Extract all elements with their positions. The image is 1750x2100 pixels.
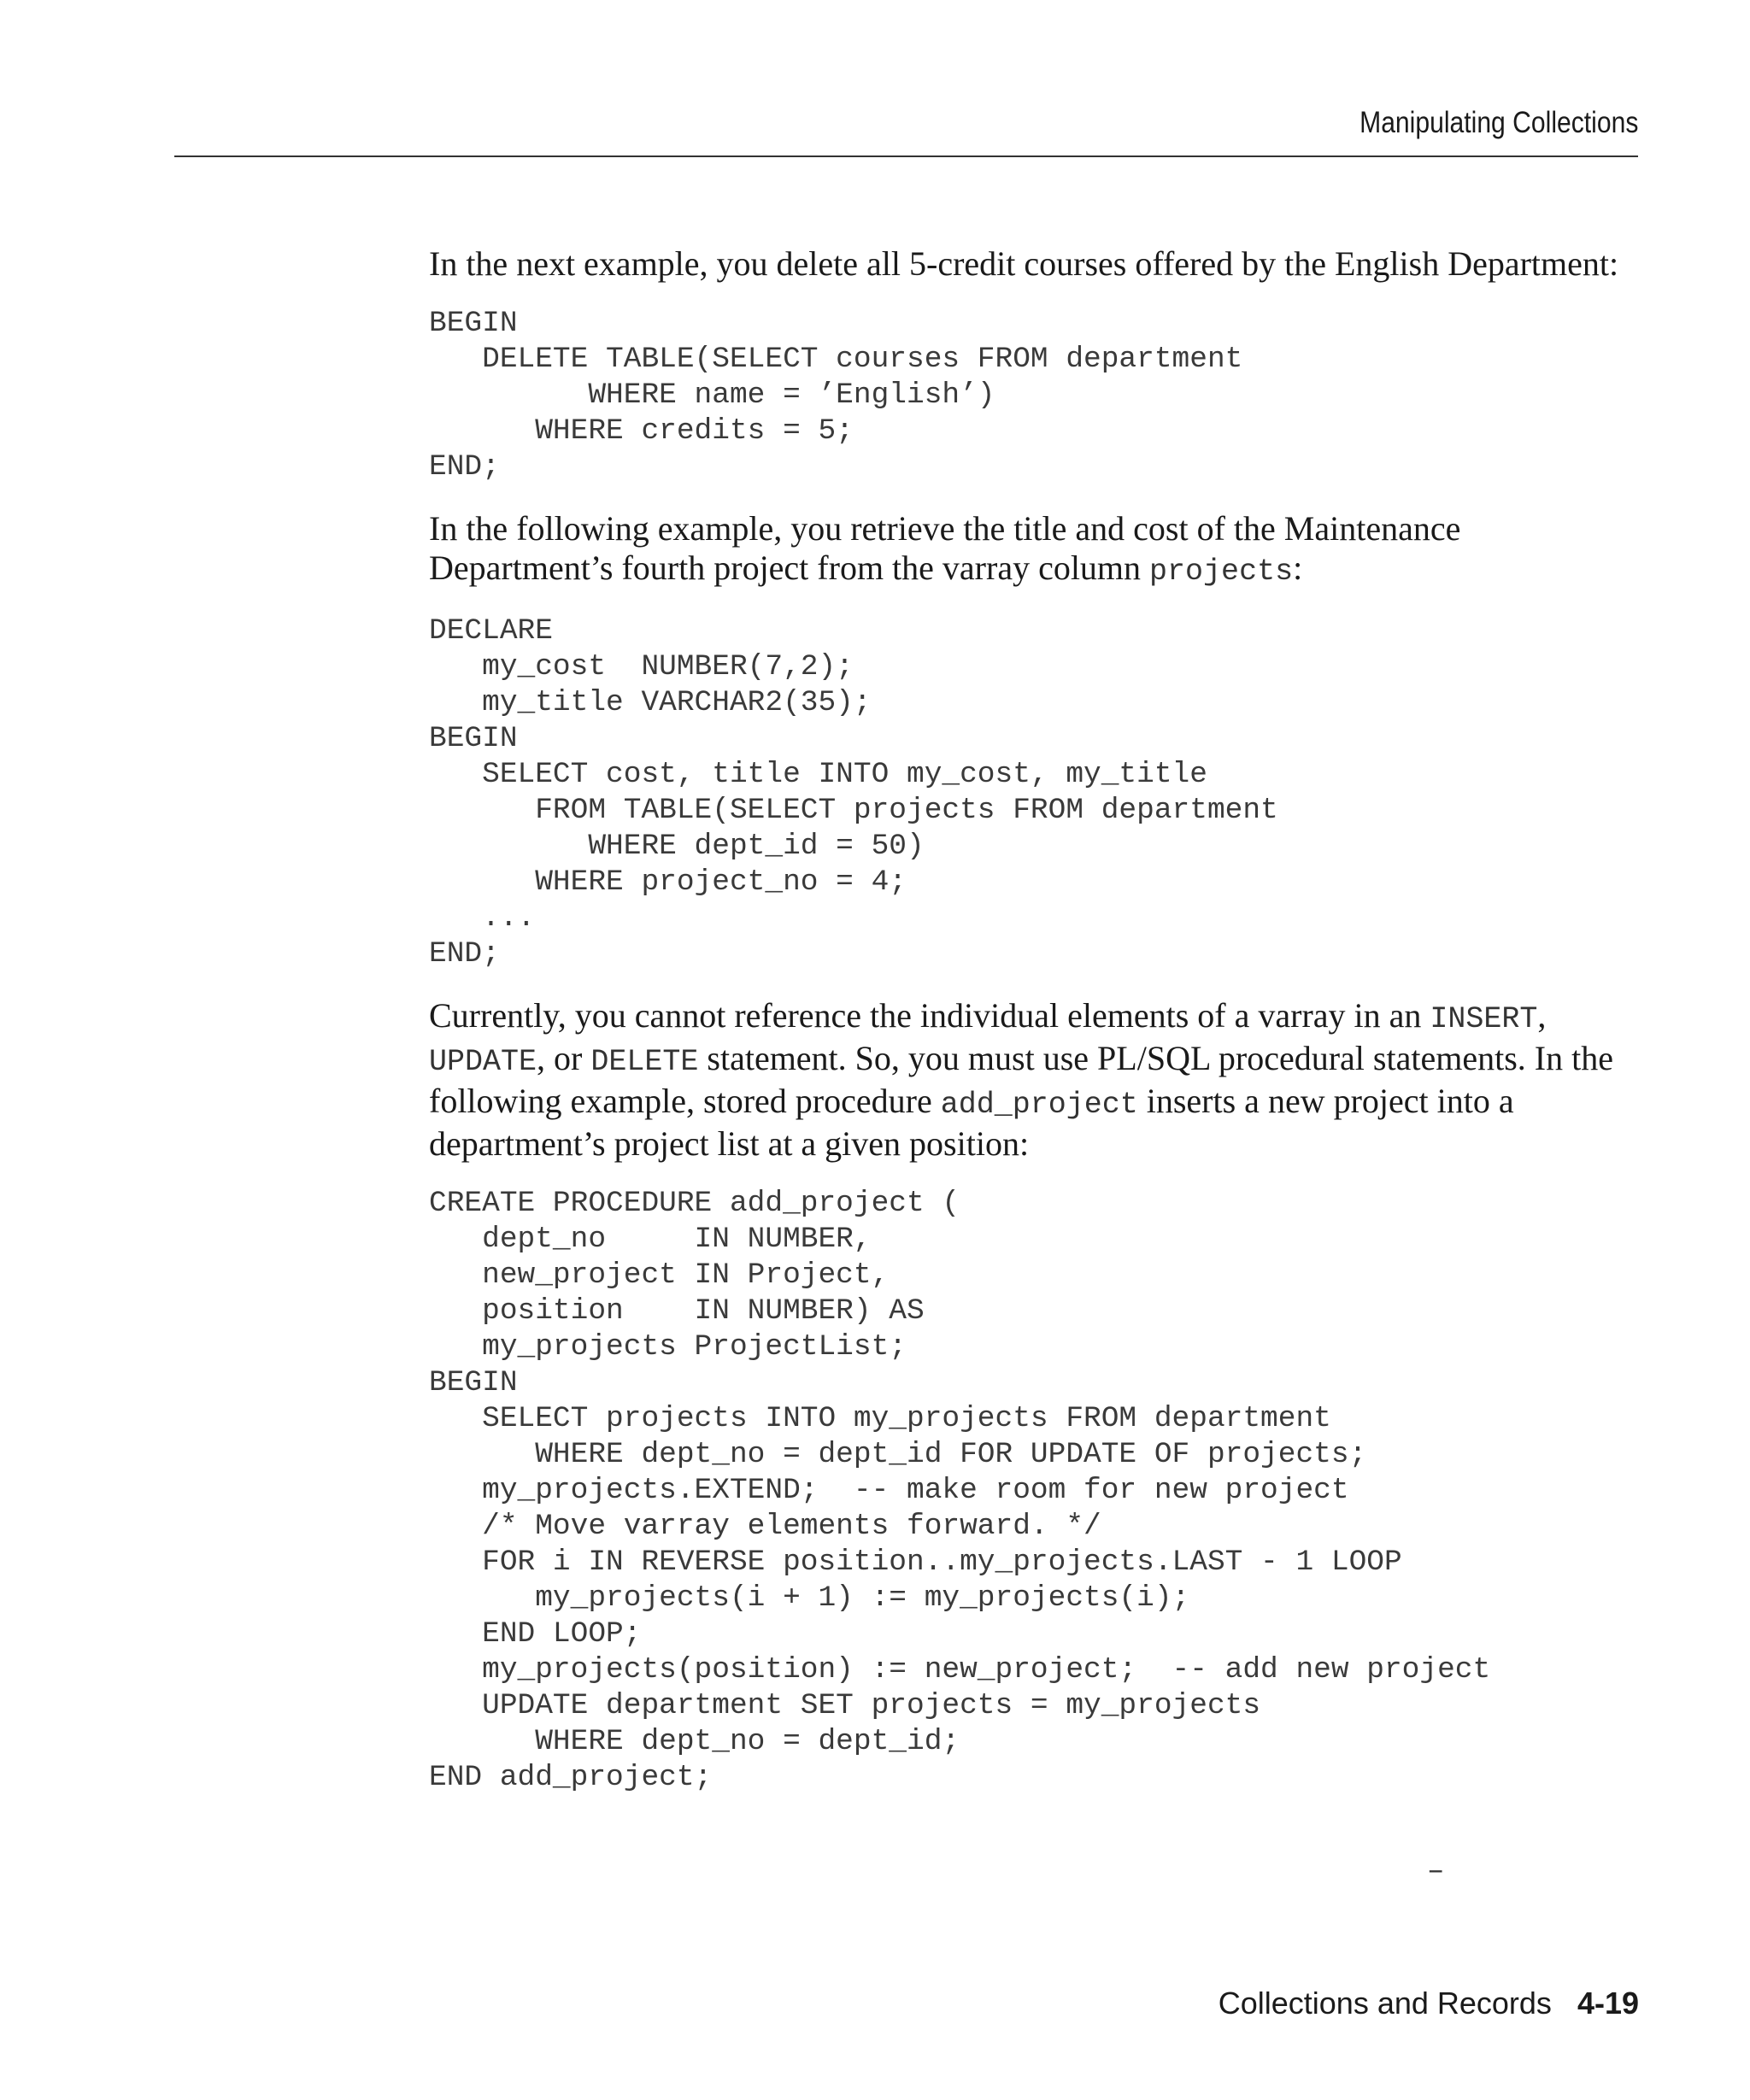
- paragraph-text: , or: [537, 1039, 591, 1077]
- paragraph-text: :: [1293, 548, 1303, 587]
- code-block-1: BEGIN DELETE TABLE(SELECT courses FROM department WHERE name = ’English’) WHERE credits = 5; END;: [429, 307, 1243, 484]
- paragraph-text: In the following example, you retrieve the title and cost of the Maintenance Department’s fourth project from the varray column: [429, 509, 1461, 587]
- inline-code: add_project: [940, 1088, 1138, 1122]
- paragraph-3: [429, 996, 1639, 1164]
- paragraph-text: ,: [1537, 996, 1547, 1035]
- paragraph-text: inserts a new project into a department’s project list at a given position:: [429, 1082, 1514, 1163]
- inline-code: DELETE: [590, 1045, 699, 1079]
- header-rule: [174, 155, 1638, 157]
- code-block-2: DECLARE my_cost NUMBER(7,2); my_title VARCHAR2(35); BEGIN SELECT cost, title INTO my_cost, my_title FROM TABLE(SELECT projects FROM department WHERE dept_id = 50) WHERE project_no = 4; ... END;: [429, 614, 1278, 971]
- page-footer: [1219, 1986, 1639, 2021]
- running-header: Manipulating Collections: [1359, 106, 1638, 139]
- inline-code: projects: [1149, 554, 1294, 589]
- inline-code: INSERT: [1430, 1002, 1538, 1036]
- footer-chapter-title: Collections and Records: [1218, 1986, 1552, 2021]
- paragraph-text: Currently, you cannot reference the individual elements of a varray in an: [429, 996, 1430, 1035]
- paragraph-2: [429, 509, 1639, 591]
- page-number: 4-19: [1577, 1986, 1639, 2021]
- paragraph-1: [429, 244, 1639, 284]
- inline-code: UPDATE: [429, 1045, 537, 1079]
- code-block-3: CREATE PROCEDURE add_project ( dept_no IN NUMBER, new_project IN Project, position IN NUMBER) AS my_projects ProjectList; BEGIN SELECT projects INTO my_projects FROM department WHERE dept_no = dept_id FOR UPDATE OF projects; my_projects.EXTEND; -- make room for new project /* Move varray elements forward. */ FOR i IN REVERSE position..my_projects.LAST - 1 LOOP my_projects(i + 1) := my_projects(i); END LOOP; my_projects(position) := new_project; -- add new project UPDATE department SET projects = my_projects WHERE dept_no = dept_id; END add_project;: [429, 1187, 1491, 1794]
- stray-dash-mark: –: [1427, 1856, 1445, 1888]
- page-content: [429, 244, 1639, 1796]
- paragraph-text: In the next example, you delete all 5-credit courses offered by the English Department:: [429, 244, 1619, 283]
- paragraph-text: statement. So, you must use PL/SQL procedural statements. In the following example, stored procedure: [429, 1039, 1613, 1120]
